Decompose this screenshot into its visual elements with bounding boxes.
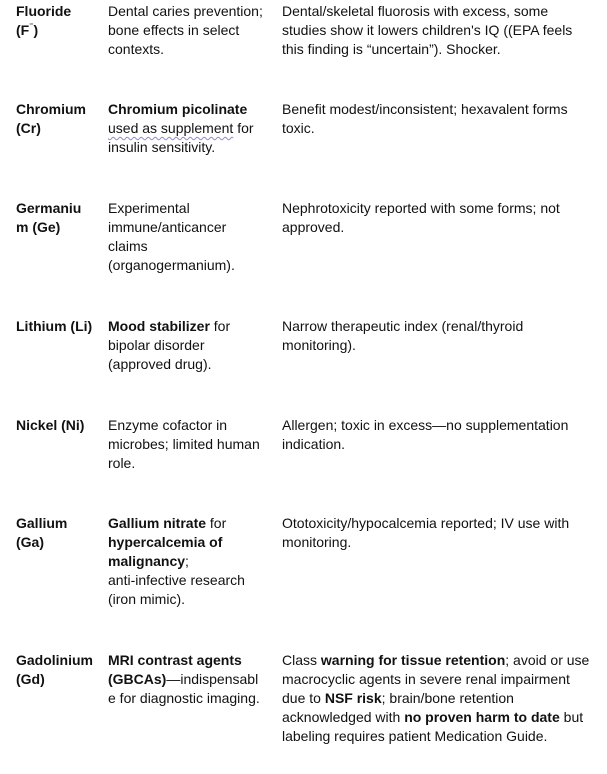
use-cell: Chromium picolinate used as supplement for insulin sensitivity. <box>108 101 254 155</box>
risk-cell: Allergen; toxic in excess—no supplementation indication. <box>282 417 569 452</box>
element-name: Chromium (Cr) <box>16 101 86 136</box>
element-name: Germaniu m (Ge) <box>16 200 82 235</box>
risk-cell: Benefit modest/inconsistent; hexavalent forms toxic. <box>282 101 568 136</box>
risk-cell: Class warning for tissue retention; avoid or use macrocyclic agents in severe renal impairment due to NSF risk; brain/bone retention acknowledged with no proven harm to date but labeling requires patient Medication Guide. <box>282 652 590 744</box>
risk-cell: Nephrotoxicity reported with some forms; not approved. <box>282 200 560 235</box>
use-cell: Enzyme cofactor in microbes; limited human role. <box>108 417 260 471</box>
element-name: Nickel (Ni) <box>16 417 85 433</box>
element-name: Lithium (Li) <box>16 318 93 334</box>
use-cell: Mood stabilizer for bipolar disorder (approved drug). <box>108 318 231 372</box>
element-name: Gallium (Ga) <box>16 515 68 550</box>
use-cell: Experimental immune/anticancer claims (organogermanium). <box>108 200 235 273</box>
risk-cell: Narrow therapeutic index (renal/thyroid monitoring). <box>282 318 524 353</box>
risk-cell: Ototoxicity/hypocalcemia reported; IV use with monitoring. <box>282 515 570 550</box>
element-name: Fluoride (F⁻) <box>16 3 72 38</box>
use-cell: Dental caries prevention; bone effects in select contexts. <box>108 3 263 57</box>
element-name: Gadolinium (Gd) <box>16 652 93 687</box>
risk-cell: Dental/skeletal fluorosis with excess, some studies show it lowers children's IQ ((EPA feels this finding is “uncertain”). Shocker. <box>282 3 573 57</box>
use-cell: Gallium nitrate for hypercalcemia of malignancy; anti-infective research (iron mimic). <box>108 515 245 607</box>
use-cell: MRI contrast agents (GBCAs)—indispensabl e for diagnostic imaging. <box>108 652 260 706</box>
